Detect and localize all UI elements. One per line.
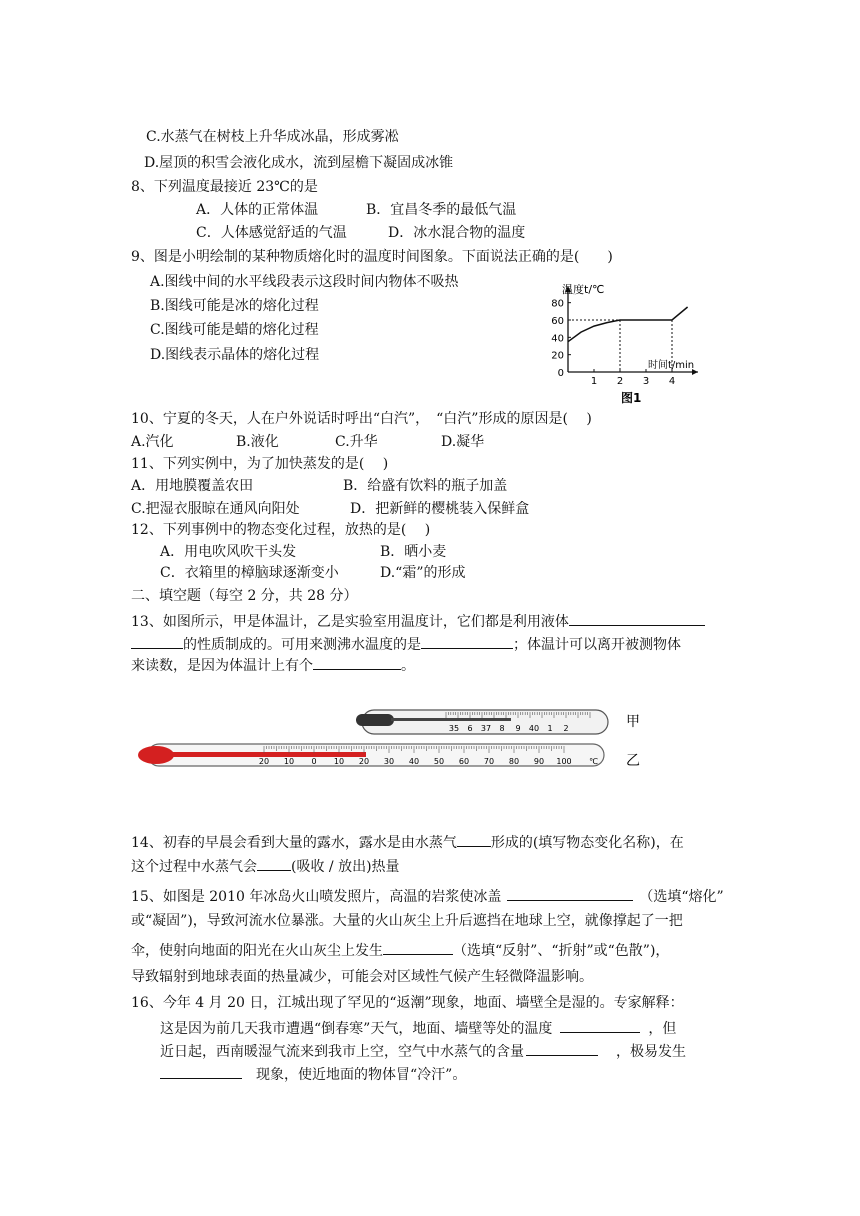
q16-line2 [160, 1018, 676, 1038]
q16-text-3: 近日起，西南暖湿气流来到我市上空，空气中水蒸气的含量 [160, 1044, 524, 1060]
q16-line3 [160, 1041, 686, 1061]
q7-option-c: C.水蒸气在树枝上升华成冰晶，形成雾凇 [146, 129, 399, 145]
q10-option-a: A.汽化 [131, 434, 174, 450]
q15-line4: 导致辐射到地球表面的热量减少，可能会对区域性气候产生轻微降温影响。 [131, 969, 593, 985]
clinical-tick-label: 6 [467, 724, 473, 733]
q13-line1 [131, 611, 705, 631]
section-heading: 二、填空题（每空 2 分，共 28 分） [131, 588, 358, 604]
lab-tick-label: 100 [556, 757, 572, 766]
q15-line1 [131, 886, 724, 906]
lab-tick-label: 10 [283, 757, 295, 766]
q10-stem: 10、宁夏的冬天，人在户外说话时呼出“白汽”， “白汽”形成的原因是( ) [131, 411, 592, 427]
q14-line1 [131, 832, 684, 852]
q14-text-2: 形成的(填写物态变化名称)，在 [490, 835, 684, 851]
q11-option-b: B．给盛有饮料的瓶子加盖 [343, 478, 508, 494]
y-tick-label: 40 [551, 333, 564, 345]
x-tick-label: 4 [668, 376, 676, 387]
lab-tick-label: 0 [311, 757, 317, 766]
q15-text-1: 15、如图是 2010 年冰岛火山喷发照片，高温的岩浆使冰盖 [131, 889, 502, 905]
q14-blank-2[interactable] [257, 856, 291, 871]
q14-text-1: 14、初春的早晨会看到大量的露水，露水是由水蒸气 [131, 835, 457, 851]
q13-text-1: 13、如图所示，甲是体温计，乙是实验室用温度计，它们都是利用液体 [131, 614, 569, 630]
lab-tick-label: 30 [383, 757, 395, 766]
q10-option-b: B.液化 [236, 434, 279, 450]
lab-tick-label: 50 [433, 757, 445, 766]
q16-line4 [160, 1064, 466, 1084]
q9-option-c: C.图线可能是蜡的熔化过程 [150, 322, 319, 338]
q15-text-3: 伞，使射向地面的阳光在火山灰尘上发生 [131, 943, 383, 959]
q15-text-4: （选填“反射”、“折射”或“色散”)， [453, 943, 670, 959]
q12-option-c: C．衣箱里的樟脑球逐渐变小 [160, 565, 339, 581]
lab-tick-label: 40 [408, 757, 420, 766]
q13-line3 [131, 655, 415, 675]
x-tick-label: 1 [590, 376, 598, 387]
q14-line2 [131, 856, 400, 876]
clinical-tick-label: 35 [448, 724, 460, 733]
graph-line [568, 307, 688, 342]
q16-text-4: ，极易发生 [616, 1044, 686, 1060]
q16-blank-3[interactable] [160, 1064, 242, 1079]
q12-stem: 12、下列事例中的物态变化过程，放热的是( ) [131, 522, 431, 538]
y-tick-label: 0 [557, 368, 564, 379]
q14-text-3: 这个过程中水蒸气会 [131, 859, 257, 875]
q15-line2: 或“凝固”)，导致河流水位暴涨。大量的火山灰尘上升后遮挡在地球上空，就像撑起了一把 [131, 913, 683, 929]
graph-ticks [551, 299, 675, 387]
q16-blank-2[interactable] [526, 1041, 598, 1056]
q8-option-a: A．人体的正常体温 [196, 202, 319, 218]
clinical-thermometer [356, 710, 608, 734]
clinical-tick-label: 8 [499, 724, 505, 733]
lab-tick-label: 60 [458, 757, 470, 766]
lab-unit: ℃ [589, 757, 598, 766]
lab-tick-label: 20 [358, 757, 370, 766]
q11-option-d: D．把新鲜的樱桃装入保鲜盒 [350, 501, 530, 517]
q13-text-3: ；体温计可以离开被测物体 [513, 637, 681, 653]
q14-blank-1[interactable] [457, 832, 491, 847]
clinical-tick-label: 1 [547, 724, 553, 733]
q9-option-d: D.图线表示晶体的熔化过程 [150, 347, 320, 363]
q13-blank-1-cont[interactable] [131, 634, 183, 649]
clinical-tick-label: 40 [528, 724, 540, 733]
graph-xlabel: 时间t/min [648, 360, 695, 371]
q13-text-5: 。 [401, 658, 415, 674]
lab-tick-label: 20 [258, 757, 270, 766]
q11-stem: 11、下列实例中，为了加快蒸发的是( ) [131, 456, 389, 472]
lab-tick-label: 70 [483, 757, 495, 766]
q15-blank-1[interactable] [507, 886, 633, 901]
q13-line2 [131, 634, 681, 654]
graph-ylabel: 温度t/℃ [562, 284, 605, 296]
y-tick-label: 60 [551, 316, 564, 327]
q12-option-b: B．晒小麦 [380, 544, 447, 560]
lab-tick-label: 10 [333, 757, 345, 766]
clinical-tick-label: 2 [563, 724, 569, 733]
q13-text-4: 来读数，是因为体温计上有个 [131, 658, 313, 674]
q15-line3 [131, 940, 669, 960]
q8-option-b: B．宜昌冬季的最低气温 [366, 202, 517, 218]
q9-stem: 9、图是小明绘制的某种物质熔化时的温度时间图象。下面说法正确的是( ) [131, 249, 613, 265]
label-jia: 甲 [626, 714, 640, 730]
q16-blank-1[interactable] [560, 1018, 640, 1033]
label-yi: 乙 [626, 753, 640, 769]
q16-text-1: 这是因为前几天我市遭遇“倒春寒”天气，地面、墙壁等处的温度 [160, 1021, 553, 1037]
y-tick-label: 80 [551, 298, 564, 310]
q10-option-d: D.凝华 [441, 434, 485, 450]
q8-option-d: D．冰水混合物的温度 [388, 225, 526, 241]
q11-option-a: A．用地膜覆盖农田 [131, 478, 254, 494]
q15-text-2: （选填“熔化” [639, 889, 724, 905]
graph-caption: 图1 [621, 391, 642, 405]
temperature-curve [568, 307, 688, 342]
q9-option-a: A.图线中间的水平线段表示这段时间内物体不吸热 [150, 274, 459, 290]
melting-graph [546, 284, 706, 410]
q11-option-c: C.把湿衣服晾在通风向阳处 [131, 501, 300, 517]
q16-line1: 16、今年 4 月 20 日，江城出现了罕见的“返潮”现象，地面、墙壁全是湿的。专家解释： [131, 995, 684, 1011]
q10-option-c: C.升华 [335, 434, 378, 450]
q12-option-a: A．用电吹风吹干头发 [160, 544, 297, 560]
q16-text-5: 现象，使近地面的物体冒“冷汗”。 [256, 1067, 467, 1083]
q8-stem: 8、下列温度最接近 23℃的是 [131, 179, 318, 195]
q9-option-b: B.图线可能是冰的熔化过程 [150, 298, 319, 314]
y-tick-label: 20 [551, 350, 564, 362]
x-tick-label: 3 [642, 376, 650, 387]
lab-tick-label: 90 [533, 757, 545, 766]
clinical-tick-label: 37 [480, 724, 492, 733]
q16-text-2: ，但 [648, 1021, 677, 1037]
q13-blank-3[interactable] [313, 655, 401, 670]
q13-blank-2[interactable] [421, 634, 513, 649]
q15-blank-2[interactable] [383, 940, 453, 955]
q14-text-4: (吸收 / 放出)热量 [291, 859, 400, 875]
lab-tick-label: 80 [508, 757, 520, 766]
q7-option-d: D.屋顶的积雪会液化成水，流到屋檐下凝固成冰锥 [144, 155, 454, 171]
q13-text-2: 的性质制成的。可用来测沸水温度的是 [183, 637, 421, 653]
clinical-tick-label: 9 [515, 724, 521, 733]
q13-blank-1[interactable] [569, 611, 705, 626]
q8-option-c: C．人体感觉舒适的气温 [196, 225, 347, 241]
q12-option-d: D.“霜”的形成 [380, 565, 466, 581]
thermometers-figure [136, 700, 646, 780]
lab-thermometer [138, 744, 604, 766]
x-tick-label: 2 [616, 376, 624, 387]
